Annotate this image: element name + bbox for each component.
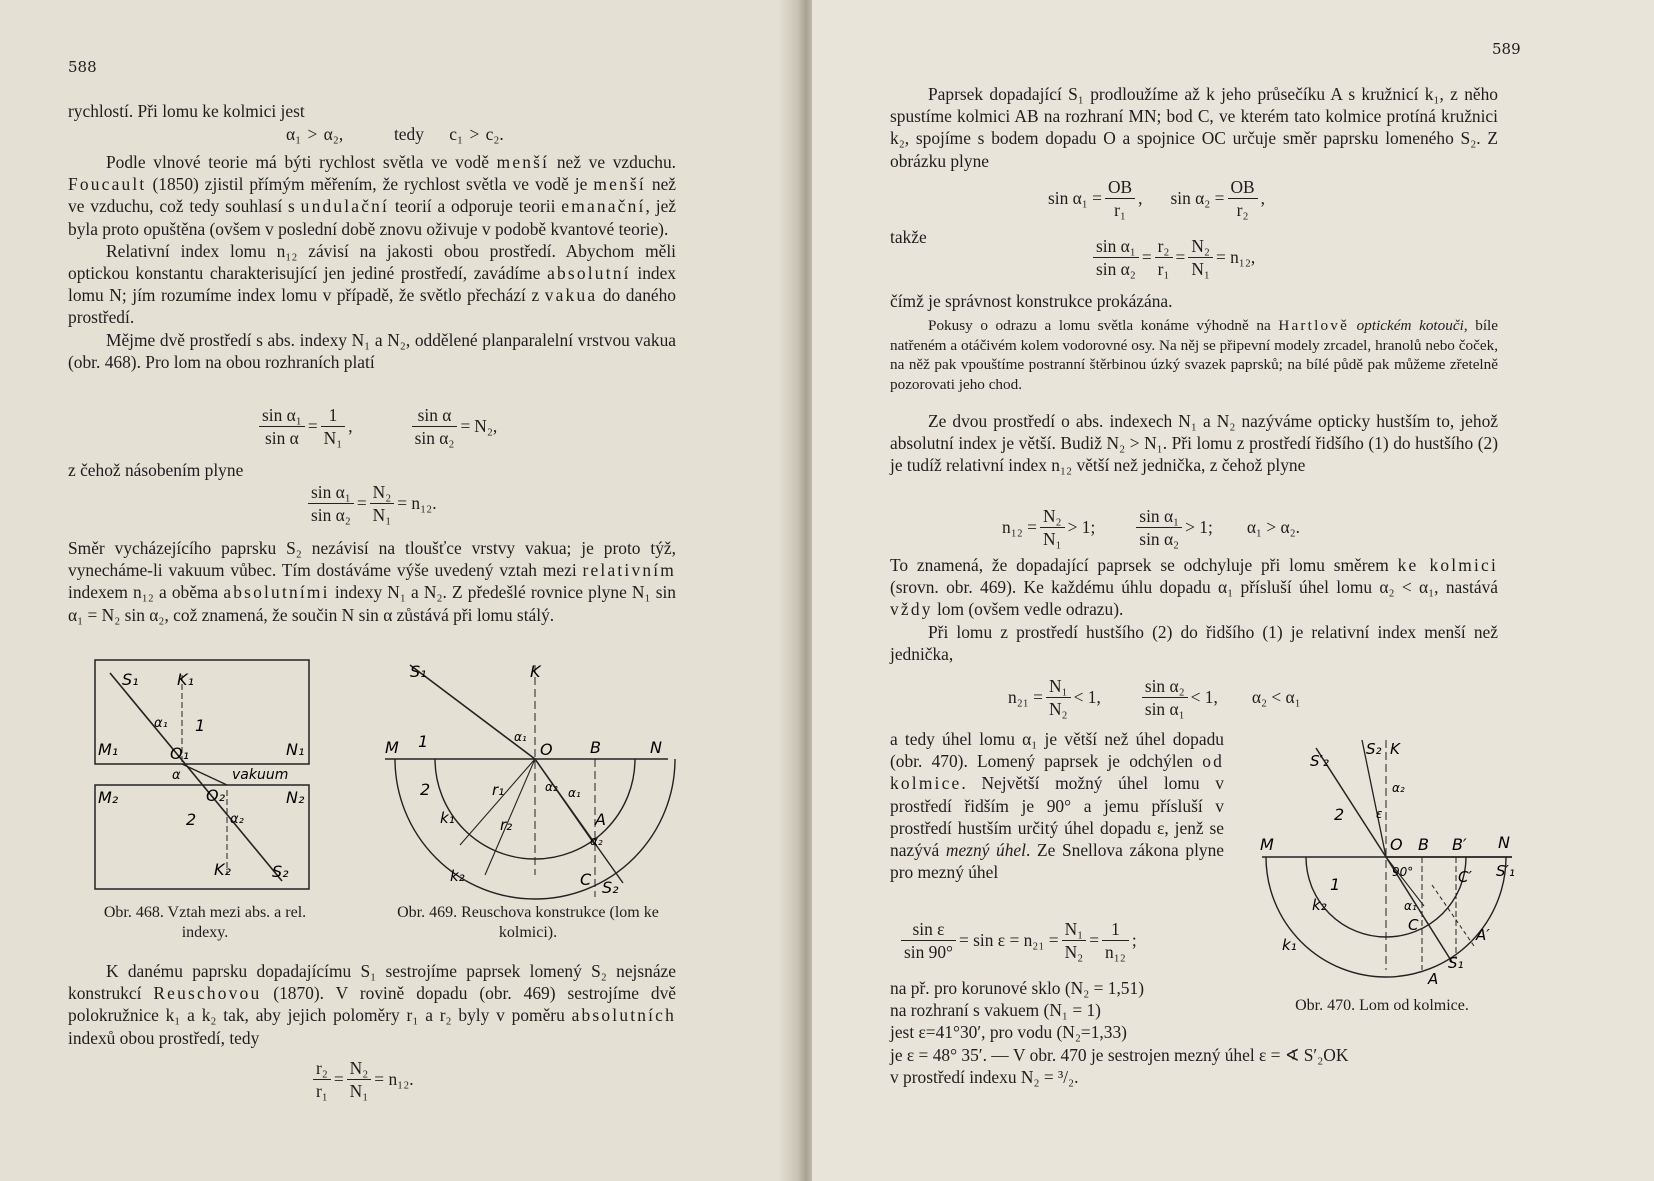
svg-text:B: B [590, 738, 601, 757]
svg-text:r₁: r₁ [492, 781, 505, 799]
svg-text:M₂: M₂ [98, 788, 119, 807]
svg-text:2: 2 [420, 780, 431, 799]
equation-two-interfaces: $\frac{\text{sin α₁}}{\text{sin α}}$ = $\frac{1}{\text{N₁}}$ , $\frac{\text{sin α}}{\text{sin α₂}}$ = N₂, [256, 404, 497, 449]
page-number: 589 [1492, 40, 1521, 58]
equation-radii-ratio: $\frac{\text{r₂}}{\text{r₁}}$ = $\frac{\text{N₂}}{\text{N₁}}$ = n₁₂. [310, 1057, 414, 1102]
svg-text:ε: ε [1376, 807, 1383, 821]
svg-text:α₂: α₂ [230, 812, 244, 827]
toward-normal-paragraph: To znamená, že dopadající paprsek se odchyluje při lomu směrem ke kolmici (srovn. obr. 469). Ke každému úhlu dopadu α₁ přísluší úhel lomu α₂ < α₁, nastává vždy lom (ovšem vedle odrazu). Při lomu z prostředí hustšího (2) do řidšího (1) je relativní index menší než jednička, [890, 555, 1498, 664]
svg-text:α₂: α₂ [1392, 781, 1405, 795]
svg-text:S₁: S₁ [410, 662, 427, 681]
svg-text:O: O [540, 740, 553, 759]
equation-relative-index: $\frac{\text{sin α₁}}{\text{sin α₂}}$ = $\frac{\text{N₂}}{\text{N₁}}$ = n₁₂. [305, 481, 437, 526]
relative-index-paragraph: Relativní index lomu n₁₂ závisí na jakosti obou prostředí. Abychom měli optickou konstantu charakterisující jen jediné prostředí, zavádíme absolutní index lomu N; jím rozumíme index lomu v případě, že světlo přechází z vakua do daného prostředí. [68, 240, 677, 328]
svg-text:C: C [1408, 916, 1419, 934]
equation-rare: n₂₁ = $\frac{\text{N₁}}{\text{N₂}}$ < 1, $\frac{\text{sin α₂}}{\text{sin α₁}}$ < 1, α₂ < α₁ [1008, 676, 1301, 719]
figure-469-caption: Obr. 469. Reuschova konstrukce (lom ke kolmici). [397, 904, 659, 941]
equation-dense: n₁₂ = $\frac{\text{N₂}}{\text{N₁}}$ > 1; $\frac{\text{sin α₁}}{\text{sin α₂}}$ > 1; α₁ > α₂. [1002, 506, 1301, 549]
right-page [812, 0, 1654, 1181]
inequality-speed: α₁ > α₂, tedy c₁ > c₂. [286, 124, 504, 144]
svg-text:S′₂: S′₂ [1310, 752, 1329, 770]
svg-text:C′: C′ [1458, 868, 1472, 886]
svg-text:90°: 90° [1392, 865, 1414, 879]
svg-text:A′: A′ [1476, 926, 1490, 944]
rare-medium-paragraph: Při lomu z prostředí hustšího (2) do řidšího (1) je relativní index menší než jednička, [890, 621, 1498, 664]
svg-text:N: N [1498, 833, 1510, 852]
svg-text:K₂: K₂ [214, 860, 231, 879]
svg-text:α₁: α₁ [514, 730, 527, 744]
svg-text:S′₁: S′₁ [1496, 862, 1515, 880]
svg-text:α₂: α₂ [545, 780, 558, 794]
svg-text:M₁: M₁ [98, 740, 119, 759]
figure-469 [380, 655, 680, 900]
equation-sines: sin α₁ = $\frac{OB}{\text{r₁}}$ , sin α₂ = $\frac{OB}{\text{r₂}}$ , [1048, 177, 1266, 220]
svg-text:1: 1 [1330, 875, 1341, 894]
svg-text:1: 1 [195, 716, 206, 735]
svg-text:N: N [650, 738, 662, 757]
construction-paragraph: Paprsek dopadající S₁ prodloužíme až k jeho průsečíku A s kružnicí k₁, z něho spustíme kolmici AB na rozhraní MN; bod C, ve kterém tato kolmice protíná kružnici k₂, spojíme s bodem dopadu O a spojnice OC určuje směr paprsku lomeného S₂. Z obrázku plyne [890, 84, 1498, 171]
svg-text:B′: B′ [1452, 835, 1467, 854]
figure-468-caption: Obr. 468. Vztah mezi abs. a rel. indexy. [103, 904, 307, 941]
svg-text:S₂: S₂ [1366, 740, 1382, 758]
svg-text:α: α [172, 768, 181, 783]
svg-text:α₁: α₁ [1404, 899, 1417, 913]
svg-text:O: O [1390, 835, 1403, 854]
away-normal-paragraph: a tedy úhel lomu α₁ je větší než úhel dopadu (obr. 470). Lomený paprsek je odchýlen od kolmice. Největší možný úhel lomu v prostředí řidším je 90° a jemu přísluší v prostředí hustším určitý úhel dopadu ε, jenž se nazývá mezný úhel. Ze Snellova zákona plyne pro mezný úhel [890, 729, 1225, 883]
left-page [0, 0, 800, 1181]
svg-text:K: K [1390, 740, 1400, 758]
figure-470 [1242, 730, 1522, 990]
takze-text: takže [890, 227, 927, 247]
svg-text:α₂: α₂ [590, 834, 603, 848]
svg-text:M: M [385, 738, 399, 757]
svg-text:1: 1 [418, 732, 429, 751]
svg-text:S₂: S₂ [602, 878, 619, 897]
svg-text:A: A [1428, 970, 1439, 988]
multiplication-text: z čehož násobením plyne [68, 460, 244, 480]
svg-text:k₁: k₁ [440, 809, 455, 827]
svg-text:S₂: S₂ [272, 862, 289, 881]
svg-text:N₁: N₁ [286, 740, 305, 759]
fig468-s1: S₁ [122, 670, 139, 689]
equation-ratio: $\frac{\text{sin α₁}}{\text{sin α₂}}$ = $\frac{\text{r₂}}{\text{r₁}}$ = $\frac{\text{N₂}}{\text{N₁}}$ = n₁₂, [1090, 235, 1255, 280]
svg-text:N₂: N₂ [286, 788, 305, 807]
svg-text:M: M [1260, 835, 1274, 854]
wave-theory-paragraph: Podle vlnové teorie má býti rychlost světla ve vodě menší než ve vzduchu. Foucault (1850) zjistil přímým měřením, že rychlost světla ve vodě je menší než ve vzduchu, což tedy souhlasí s undulační teorií a odporuje teorii emanační, jež byla proto opuštěna (ovšem v poslední době znovu oživuje v podobě kvantové teorie). Relativní index lomu n₁₂ závisí na jakosti obou prostředí. Abychom měli optickou konstantu charakterisující jen jediné prostředí, zavádíme absolutní index lomu N; jím rozumíme index lomu v případě, že světlo přechází z vakua do daného prostředí. Mějme dvě prostředí s abs. indexy N₁ a N₂, oddělené planparalelní vrstvou vakua (obr. 468). Pro lom na obou rozhraních platí [68, 152, 677, 372]
svg-text:A: A [595, 810, 606, 829]
svg-text:α₁: α₁ [568, 786, 581, 800]
dense-medium-paragraph: Ze dvou prostředí o abs. indexech N₁ a N₂ nazýváme opticky hustším to, jehož absolutní index je větší. Budiž N₂ > N₁. Při lomu z prostředí řidšího (1) do hustšího (2) je tudíž relativní index n₁₂ větší než jednička, z čehož plyne [890, 411, 1498, 476]
hartl-small-paragraph: Pokusy o odrazu a lomu světla konáme výhodně na Hartlově optickém kotouči, bíle natřeném a otáčivém kolem vodorovné osy. Na něj se připevní modely zrcadel, hranolů nebo čoček, na něž pak vpouštíme postranní štěrbinou úzký svazek paprsků; na bílé půdě pak můžeme zřetelně pozorovati jeho chod. [890, 317, 1499, 393]
proved-text: čímž je správnost konstrukce prokázána. [890, 291, 1173, 311]
equation-critical-angle: $\frac{\text{sin ε}}{\sin 90^\circ}$ = sin ε = n₂₁ = $\frac{\text{N₁}}{\text{N₂}}$ = $\frac{1}{\text{n₁₂}}$ ; [898, 918, 1137, 963]
page-number: 588 [68, 58, 97, 76]
intro-text: rychlostí. Při lomu ke kolmici jest [68, 101, 305, 121]
svg-text:α₁: α₁ [154, 716, 168, 731]
figure-470-caption: Obr. 470. Lom od kolmice. [1295, 997, 1469, 1014]
svg-text:B: B [1418, 835, 1429, 854]
svg-text:O₁: O₁ [170, 744, 190, 763]
fig468-k1: K₁ [177, 670, 194, 689]
svg-text:2: 2 [1334, 805, 1345, 824]
svg-text:r₂: r₂ [500, 816, 513, 834]
svg-text:K: K [530, 662, 541, 681]
examples-paragraph: na př. pro korunové sklo (N₂ = 1,51) na rozhraní s vakuem (N₁ = 1) jest ε=41°30′, pro vodu (N₂=1,33) je ε = 48° 35′. — V obr. 470 je sestrojen mezný úhel ε = ∢ S′₂OK v prostředí indexu N₂ = ³/₂. [890, 978, 1349, 1087]
svg-text:k₂: k₂ [1312, 896, 1327, 914]
svg-text:k₂: k₂ [450, 867, 465, 885]
svg-text:vakuum: vakuum [232, 767, 289, 783]
svg-text:2: 2 [186, 810, 197, 829]
svg-text:O₂: O₂ [206, 786, 226, 805]
figure-468 [92, 655, 322, 895]
svg-text:C: C [580, 870, 592, 889]
svg-text:k₁: k₁ [1282, 936, 1297, 954]
two-media-paragraph: Mějme dvě prostředí s abs. indexy N₁ a N₂, oddělené planparalelní vrstvou vakua (obr. 468). Pro lom na obou rozhraních platí [68, 329, 676, 372]
reusch-paragraph: K danému paprsku dopadajícímu S₁ sestrojíme paprsek lomený S₂ nejsnáze konstrukcí Reuschovou (1870). V rovině dopadu (obr. 469) sestrojíme dvě polokružnice k₁ a k₂ tak, aby jejich poloměry r₁ a r₂ byly v poměru absolutních indexů obou prostředí, tedy [68, 961, 677, 1048]
svg-text:S₁: S₁ [1448, 954, 1464, 972]
direction-paragraph: Směr vycházejícího paprsku S₂ nezávisí na tloušťce vrstvy vakua; je proto týž, vynecháme-li vakuum vůbec. Tím dostáváme výše uvedený vztah mezi relativním indexem n₁₂ a oběma absolutními indexy N₁ a N₂. Z předešlé rovnice plyne N₁ sin α₁ = N₂ sin α₂, což znamená, že součin N sin α zůstává při lomu stálý. [68, 538, 676, 625]
